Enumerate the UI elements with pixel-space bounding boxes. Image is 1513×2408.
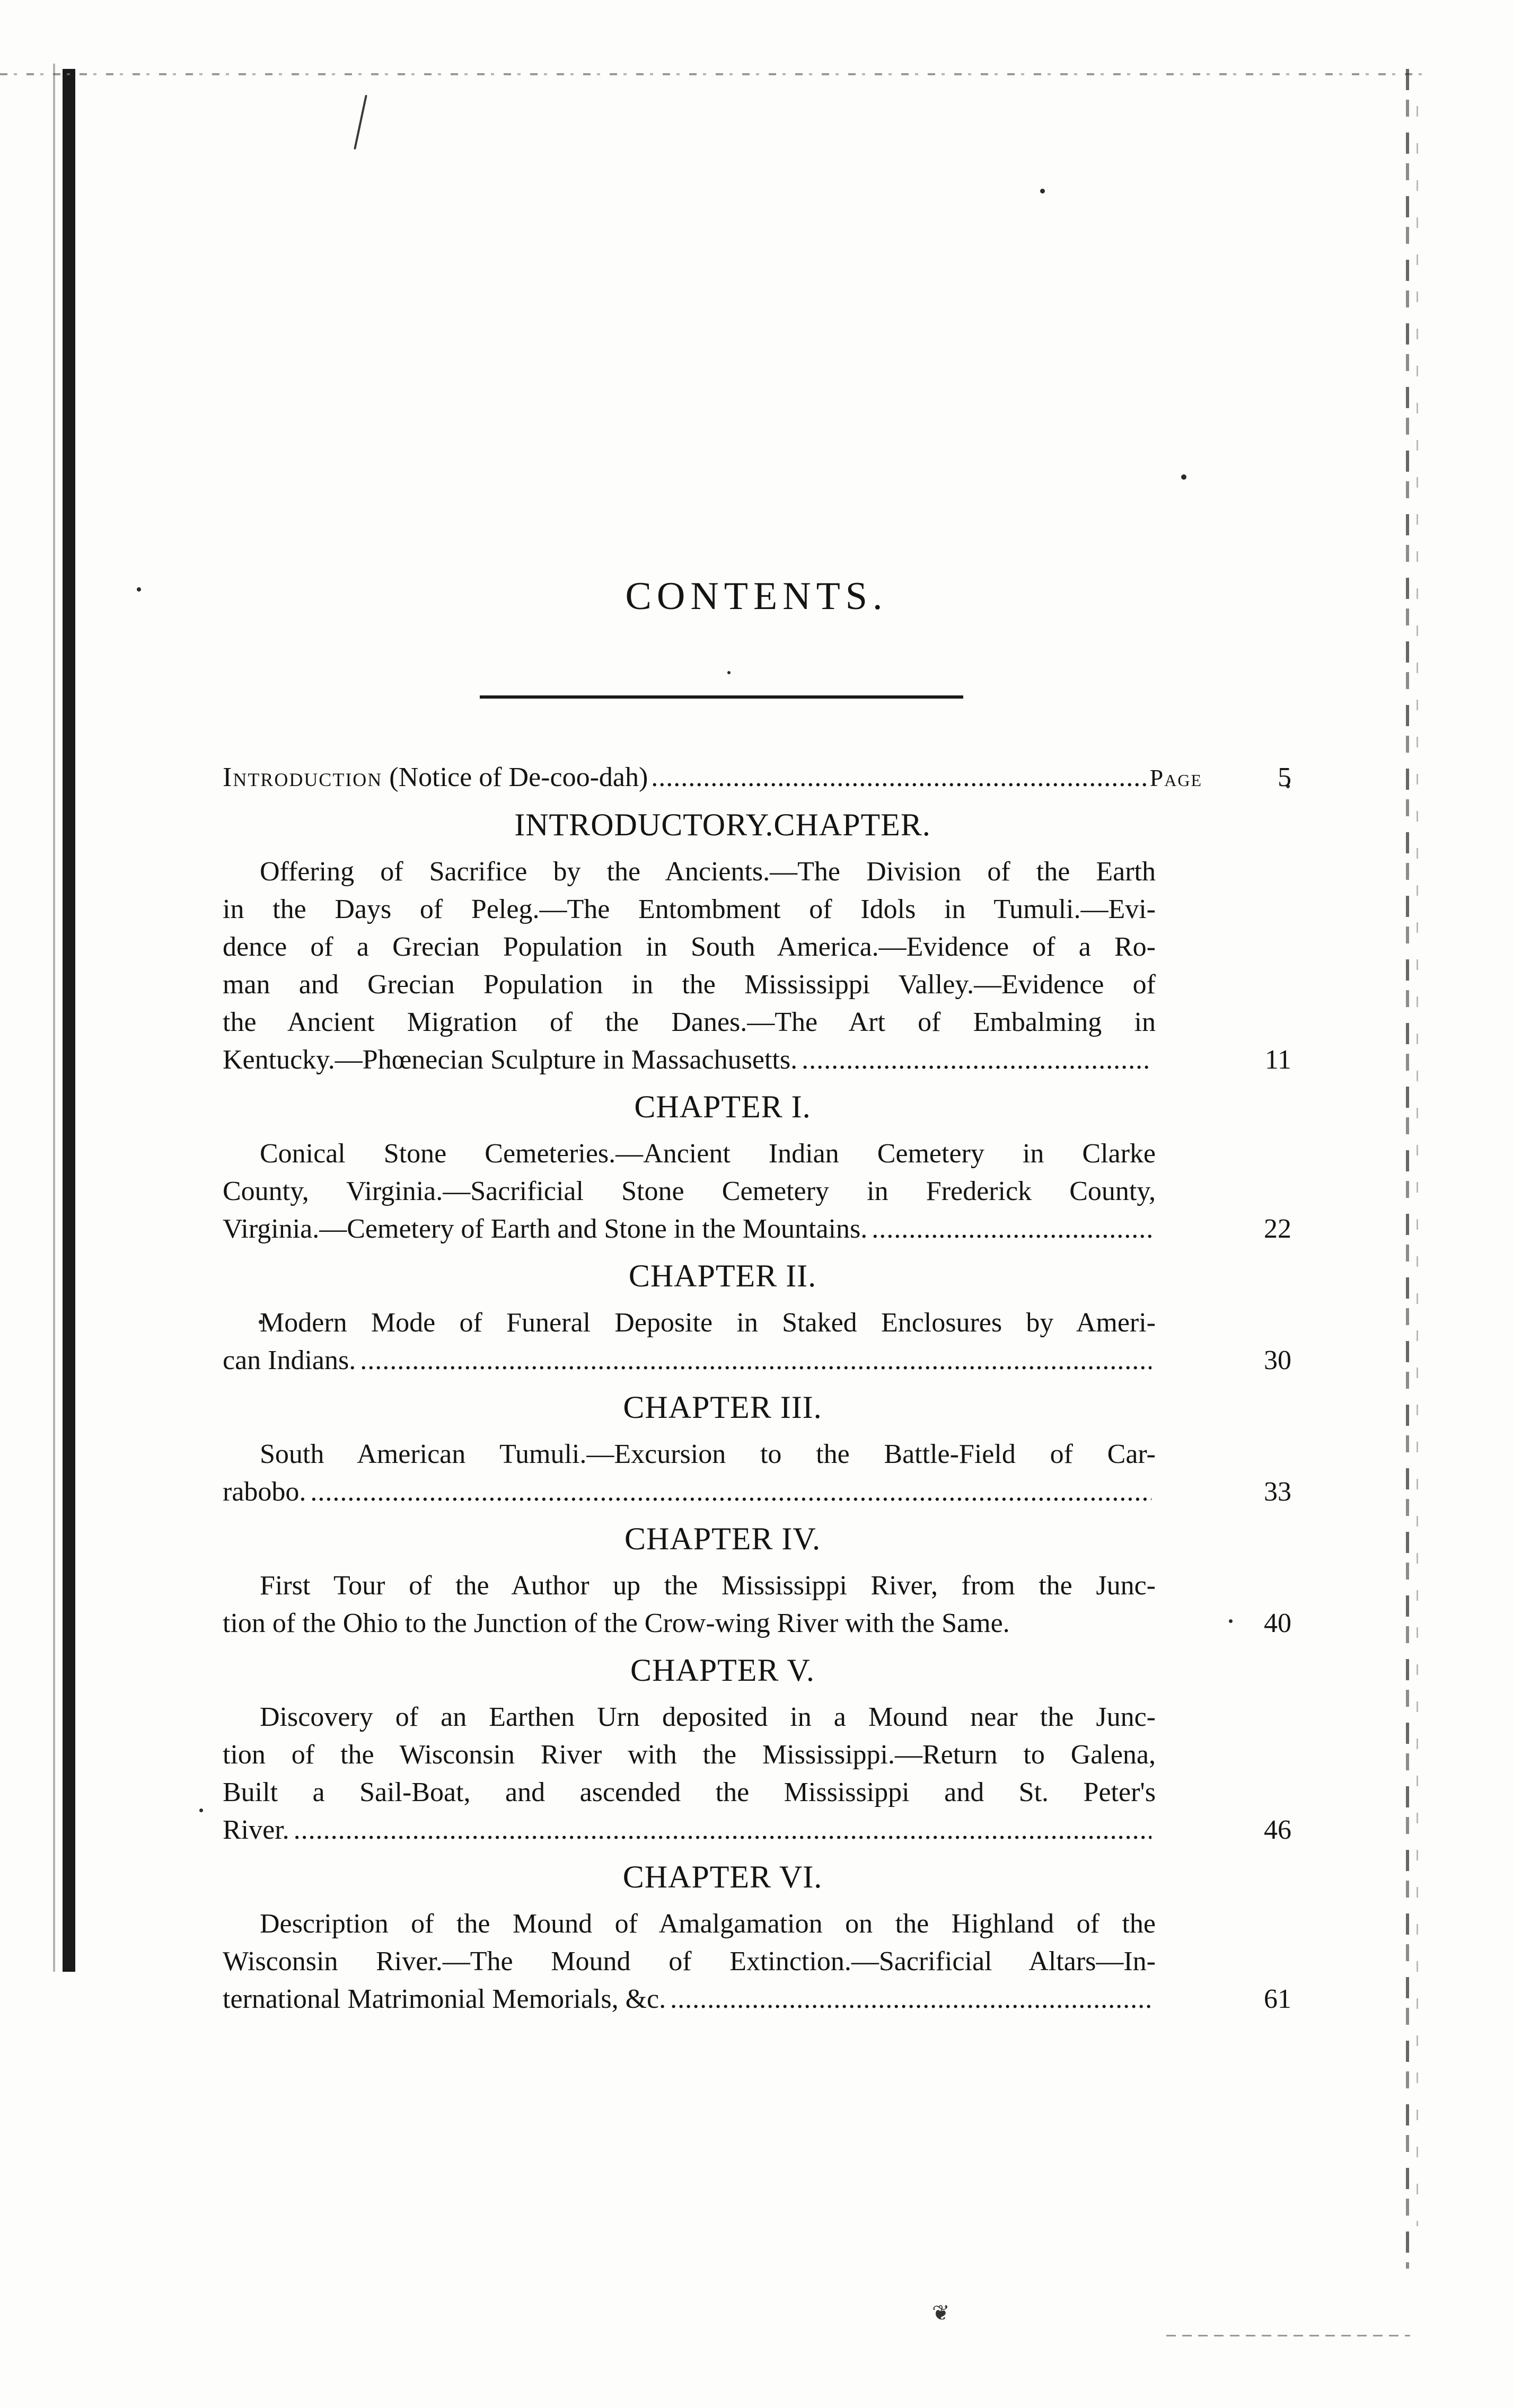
page-number: 40 <box>1264 1608 1291 1638</box>
right-page-edge-faint <box>1417 106 1418 2226</box>
summary-line: tion of the Wisconsin River with the Mississippi.—Return to Galena, <box>223 1740 1156 1770</box>
toc-entry[interactable] <box>223 1304 1291 1379</box>
page-number: 5 <box>1278 762 1291 792</box>
dot-leader <box>872 1210 1151 1248</box>
pencil-mark <box>354 95 367 150</box>
chapter-summary <box>223 1435 1156 1511</box>
bottom-page-edge <box>1166 2335 1410 2336</box>
dot-leader <box>651 758 1146 797</box>
summary-line: the Ancient Migration of the Danes.—The Art of Embalming in <box>223 1007 1156 1037</box>
toc-entry[interactable] <box>223 1698 1291 1849</box>
toc-entry[interactable] <box>223 1905 1291 2018</box>
toc-entry[interactable] <box>223 1567 1291 1642</box>
signature-mark: ❦ <box>932 2301 950 2325</box>
spacer <box>223 1125 1291 1135</box>
dot-leader <box>360 1342 1151 1379</box>
chapter-summary <box>223 1304 1156 1379</box>
summary-line: tion of the Ohio to the Junction of the Crow-wing River with the Same. <box>223 1608 1010 1638</box>
summary-line: Offering of Sacrifice by the Ancients.—The Division of the Earth <box>260 857 1156 887</box>
spacer <box>223 1557 1291 1567</box>
chapter-summary <box>223 1905 1156 2018</box>
chapter-summary <box>223 1698 1156 1849</box>
table-of-contents <box>223 758 1291 2018</box>
summary-line: River. <box>223 1815 289 1845</box>
summary-line: Built a Sail-Boat, and ascended the Mississippi and St. Peter's <box>223 1777 1156 1807</box>
spacer <box>223 1511 1291 1520</box>
summary-line: in the Days of Peleg.—The Entombment of Idols in Tumuli.—Evi- <box>223 894 1156 924</box>
summary-last-line <box>223 1604 1156 1642</box>
dot-leader <box>294 1811 1151 1849</box>
summary-last-line <box>223 1210 1156 1248</box>
summary-line: First Tour of the Author up the Mississippi River, from the Junc- <box>260 1571 1156 1601</box>
page-number: 30 <box>1264 1345 1291 1375</box>
summary-line: Discovery of an Earthen Urn deposited in a Mound near the Junc- <box>260 1702 1156 1732</box>
summary-line: Description of the Mound of Amalgamation on the Highland of the <box>260 1909 1156 1939</box>
introduction-note: (Notice of De-coo-dah) <box>389 762 648 792</box>
summary-line: man and Grecian Population in the Mississippi Valley.—Evidence of <box>223 969 1156 1000</box>
toc-entry[interactable] <box>223 853 1291 1079</box>
chapter-summary <box>223 1567 1156 1642</box>
chapter-title: CHAPTER I. <box>634 1089 811 1124</box>
dot-leader <box>802 1041 1151 1079</box>
chapter-title: INTRODUCTORY.CHAPTER. <box>514 807 931 842</box>
summary-line: Wisconsin River.—The Mound of Extinction.—Sacrificial Altars—In- <box>223 1946 1156 1977</box>
spacer <box>223 1294 1291 1304</box>
dot-leader <box>670 1980 1151 2018</box>
ink-speck <box>727 671 731 674</box>
summary-last-line <box>223 1342 1156 1379</box>
page-number: 11 <box>1264 1045 1291 1075</box>
toc-entry[interactable] <box>223 1435 1291 1511</box>
ink-speck <box>1040 189 1045 193</box>
summary-last-line <box>223 1980 1156 2018</box>
summary-last-line <box>223 1473 1156 1511</box>
binding-edge <box>63 69 75 1972</box>
chapter-summary <box>223 1135 1156 1248</box>
page-number: 22 <box>1264 1214 1291 1244</box>
spacer <box>223 1849 1291 1858</box>
chapter-summary <box>223 853 1156 1079</box>
heading-rule <box>480 695 963 699</box>
summary-last-line <box>223 1041 1156 1079</box>
chapter-list <box>223 797 1291 2018</box>
spacer <box>223 1895 1291 1905</box>
summary-line: Modern Mode of Funeral Deposite in Staked Enclosures by Ameri- <box>260 1308 1156 1338</box>
page-edge-shadow <box>53 64 55 1972</box>
ink-speck <box>1181 474 1186 480</box>
summary-line: dence of a Grecian Population in South America.—Evidence of a Ro- <box>223 932 1156 962</box>
contents-heading: CONTENTS. <box>625 575 888 618</box>
spacer <box>223 1426 1291 1435</box>
summary-line: can Indians. <box>223 1345 356 1375</box>
chapter-title: CHAPTER III. <box>623 1390 822 1425</box>
page-number: 33 <box>1264 1477 1291 1507</box>
chapter-title: CHAPTER V. <box>630 1653 815 1688</box>
ink-speck <box>199 1809 203 1812</box>
introduction-label: Introduction <box>223 762 383 792</box>
summary-line: South American Tumuli.—Excursion to the Battle-Field of Car- <box>260 1439 1156 1469</box>
spacer <box>223 1079 1291 1088</box>
toc-entry[interactable] <box>223 1135 1291 1248</box>
summary-last-line <box>223 1811 1156 1849</box>
page-number: 61 <box>1264 1984 1291 2014</box>
spacer <box>223 1642 1291 1652</box>
chapter-title: CHAPTER II. <box>628 1258 817 1293</box>
spacer <box>223 1689 1291 1698</box>
spacer <box>223 1379 1291 1389</box>
chapter-title: CHAPTER IV. <box>624 1521 821 1556</box>
page-word: Page <box>1149 764 1202 791</box>
top-page-edge <box>0 73 1431 75</box>
spacer <box>223 843 1291 853</box>
summary-line: ternational Matrimonial Memorials, &c. <box>223 1984 666 2014</box>
toc-introduction[interactable] <box>223 758 1291 797</box>
chapter-title: CHAPTER VI. <box>622 1859 823 1894</box>
summary-line: County, Virginia.—Sacrificial Stone Cemetery in Frederick County, <box>223 1176 1156 1206</box>
dot-leader <box>310 1473 1151 1511</box>
summary-line: Virginia.—Cemetery of Earth and Stone in the Mountains. <box>223 1214 868 1244</box>
summary-line: rabobo. <box>223 1477 306 1507</box>
page-number: 46 <box>1264 1815 1291 1845</box>
summary-line: Kentucky.—Phœnecian Sculpture in Massachusetts. <box>223 1045 798 1075</box>
spacer <box>223 1248 1291 1257</box>
summary-line: Conical Stone Cemeteries.—Ancient Indian Cemetery in Clarke <box>260 1139 1156 1169</box>
right-page-edge <box>1406 69 1409 2269</box>
spacer <box>223 797 1291 806</box>
